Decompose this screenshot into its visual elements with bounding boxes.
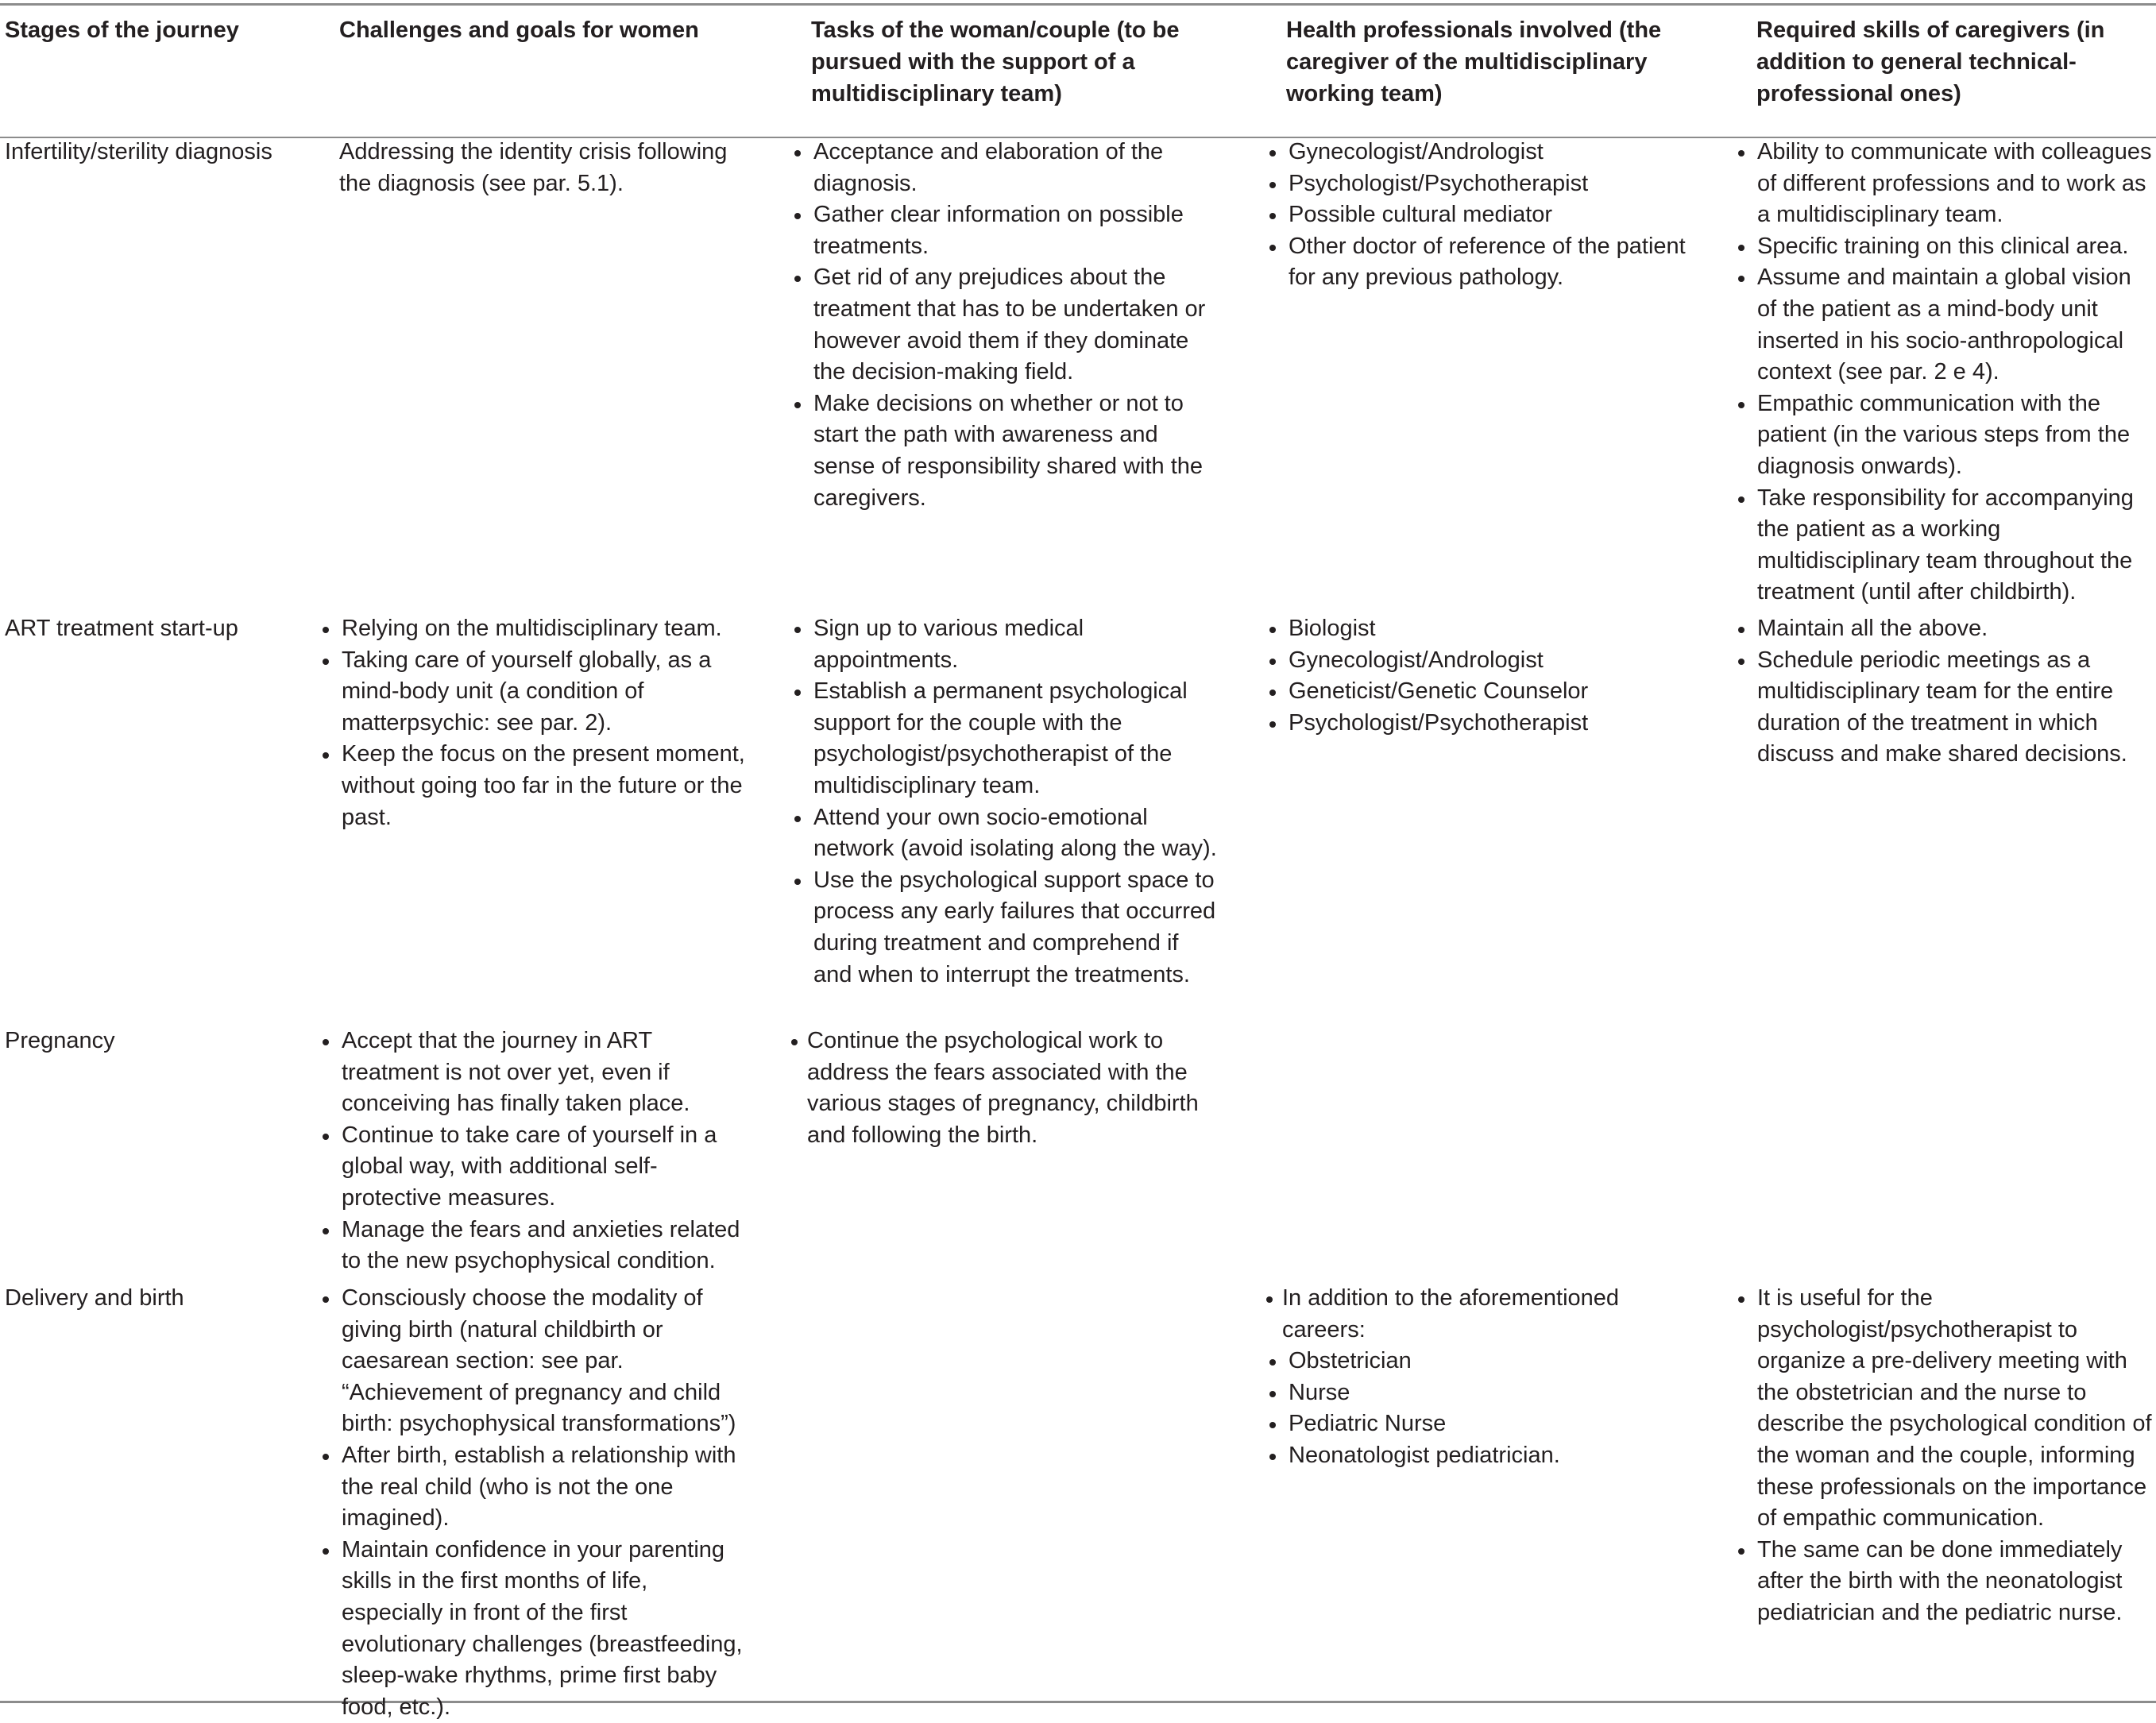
list-item: Consciously choose the modality of giving birth (natural childbirth or caesarean section: see par. “Achievement of pregnancy and child birth: psychophysical transformations”) [319,1283,748,1440]
list-item: Manage the fears and anxieties related to the new psychophysical condition. [319,1215,748,1277]
tasks-list [791,1026,1220,1151]
list-item: Psychologist/Psychotherapist [1266,708,1695,740]
tasks-cell [791,613,1220,991]
list-item: Keep the focus on the present moment, without going too far in the future or the past. [319,739,748,833]
list-item: Pediatric Nurse [1266,1408,1695,1440]
professionals-cell [1266,137,1695,294]
professionals-list [1266,613,1695,739]
skills-cell [1735,1283,2153,1629]
list-item: Continue the psychological work to address the fears associated with the various stages of pregnancy, childbirth and following the birth. [791,1026,1220,1151]
tasks-list [791,613,1220,991]
professionals-list [1266,137,1695,294]
skills-cell [1735,137,2153,608]
list-item: Possible cultural mediator [1266,199,1695,231]
list-item: Gynecologist/Andrologist [1266,645,1695,677]
list-item: Biologist [1266,613,1695,645]
list-item: The same can be done immediately after the birth with the neonatologist pediatrician and the pediatric nurse. [1735,1535,2153,1629]
list-item: Specific training on this clinical area. [1735,231,2153,263]
list-item: Make decisions on whether or not to start the path with awareness and sense of responsibility shared with the caregivers. [791,388,1220,514]
stage-label: Delivery and birth [5,1285,184,1311]
list-item: Gynecologist/Andrologist [1266,137,1695,168]
challenges-cell [319,1283,748,1723]
list-item: Nurse [1266,1377,1695,1409]
list-item: Obstetrician [1266,1346,1695,1377]
list-item: Continue to take care of yourself in a global way, with additional self-protective measures. [319,1120,748,1215]
challenges-cell [339,137,728,199]
list-item: Ability to communicate with colleagues of different professions and to work as a multidisciplinary team. [1735,137,2153,231]
list-item: Establish a permanent psychological support for the couple with the psychologist/psychotherapist of the multidisciplinary team. [791,676,1220,802]
list-item: Assume and maintain a global vision of the patient as a mind-body unit inserted in his socio-anthropological context (see par. 2 e 4). [1735,262,2153,388]
list-item: Taking care of yourself globally, as a mind-body unit (a condition of matterpsychic: see par. 2). [319,645,748,740]
header-professionals: Health professionals involved (the caregiver of the multidisciplinary working team) [1286,17,1662,106]
list-item: It is useful for the psychologist/psychotherapist to organize a pre-delivery meeting with the obstetrician and the nurse to describe the psychological condition of the woman and the couple, informing these professionals on the importance of empathic communication. [1735,1283,2153,1535]
list-item: Accept that the journey in ART treatment is not over yet, even if conceiving has finally taken place. [319,1026,748,1120]
stage-label: Infertility/sterility diagnosis [5,139,272,164]
professionals-cell [1266,613,1695,739]
list-item: Attend your own socio-emotional network (avoid isolating along the way). [791,802,1220,865]
list-item: In addition to the aforementioned careers: [1266,1283,1695,1346]
list-item: Neonatologist pediatrician. [1266,1440,1695,1472]
list-item: Other doctor of reference of the patient for any previous pathology. [1266,231,1695,294]
list-item: Psychologist/Psychotherapist [1266,168,1695,200]
professionals-list [1266,1283,1695,1346]
header-challenges: Challenges and goals for women [339,17,699,43]
list-item: Get rid of any prejudices about the treatment that has to be undertaken or however avoid them if they dominate the decision-making field. [791,262,1220,388]
list-item: Use the psychological support space to process any early failures that occurred during treatment and comprehend if and when to interrupt the treatments. [791,865,1220,991]
tasks-list [791,137,1220,514]
professionals-list-continued [1266,1346,1695,1471]
challenges-cell [319,1026,748,1277]
skills-list [1735,613,2153,771]
tasks-cell [791,137,1220,514]
table-row [5,613,323,645]
list-item: Take responsibility for accompanying the patient as a working multidisciplinary team throughout the treatment (until after childbirth). [1735,483,2153,608]
table-top-rule [0,3,2156,6]
list-item: Maintain all the above. [1735,613,2153,645]
professionals-cell [1266,1283,1695,1472]
table-row [5,1283,323,1315]
tasks-cell [791,1026,1220,1151]
list-item: Geneticist/Genetic Counselor [1266,676,1695,708]
list-item: Empathic communication with the patient (in the various steps from the diagnosis onwards). [1735,388,2153,483]
list-item: Acceptance and elaboration of the diagnosis. [791,137,1220,199]
header-tasks: Tasks of the woman/couple (to be pursued with the support of a multidisciplinary team) [811,17,1180,106]
challenges-list [319,1026,748,1277]
challenges-text: Addressing the identity crisis following the diagnosis (see par. 5.1). [339,139,728,196]
list-item: After birth, establish a relationship with the real child (who is not the one imagined). [319,1440,748,1535]
header-skills: Required skills of caregivers (in addition to general technical-professional ones) [1756,17,2105,106]
list-item: Gather clear information on possible treatments. [791,199,1220,262]
list-item: Sign up to various medical appointments. [791,613,1220,676]
table-row [5,1026,323,1057]
stage-label: ART treatment start-up [5,616,238,641]
skills-list [1735,1283,2153,1629]
list-item: Maintain confidence in your parenting skills in the first months of life, especially in front of the first evolutionary challenges (breastfeeding, sleep-wake rhythms, prime first baby food, etc.). [319,1535,748,1723]
skills-list [1735,137,2153,608]
stage-label: Pregnancy [5,1028,115,1053]
challenges-cell [319,613,748,833]
challenges-list [319,1283,748,1723]
skills-cell [1735,613,2153,771]
table-row [5,137,323,168]
list-item: Relying on the multidisciplinary team. [319,613,748,645]
challenges-list [319,613,748,833]
list-item: Schedule periodic meetings as a multidisciplinary team for the entire duration of the treatment in which discuss and make shared decisions. [1735,645,2153,771]
header-stages: Stages of the journey [5,17,239,43]
